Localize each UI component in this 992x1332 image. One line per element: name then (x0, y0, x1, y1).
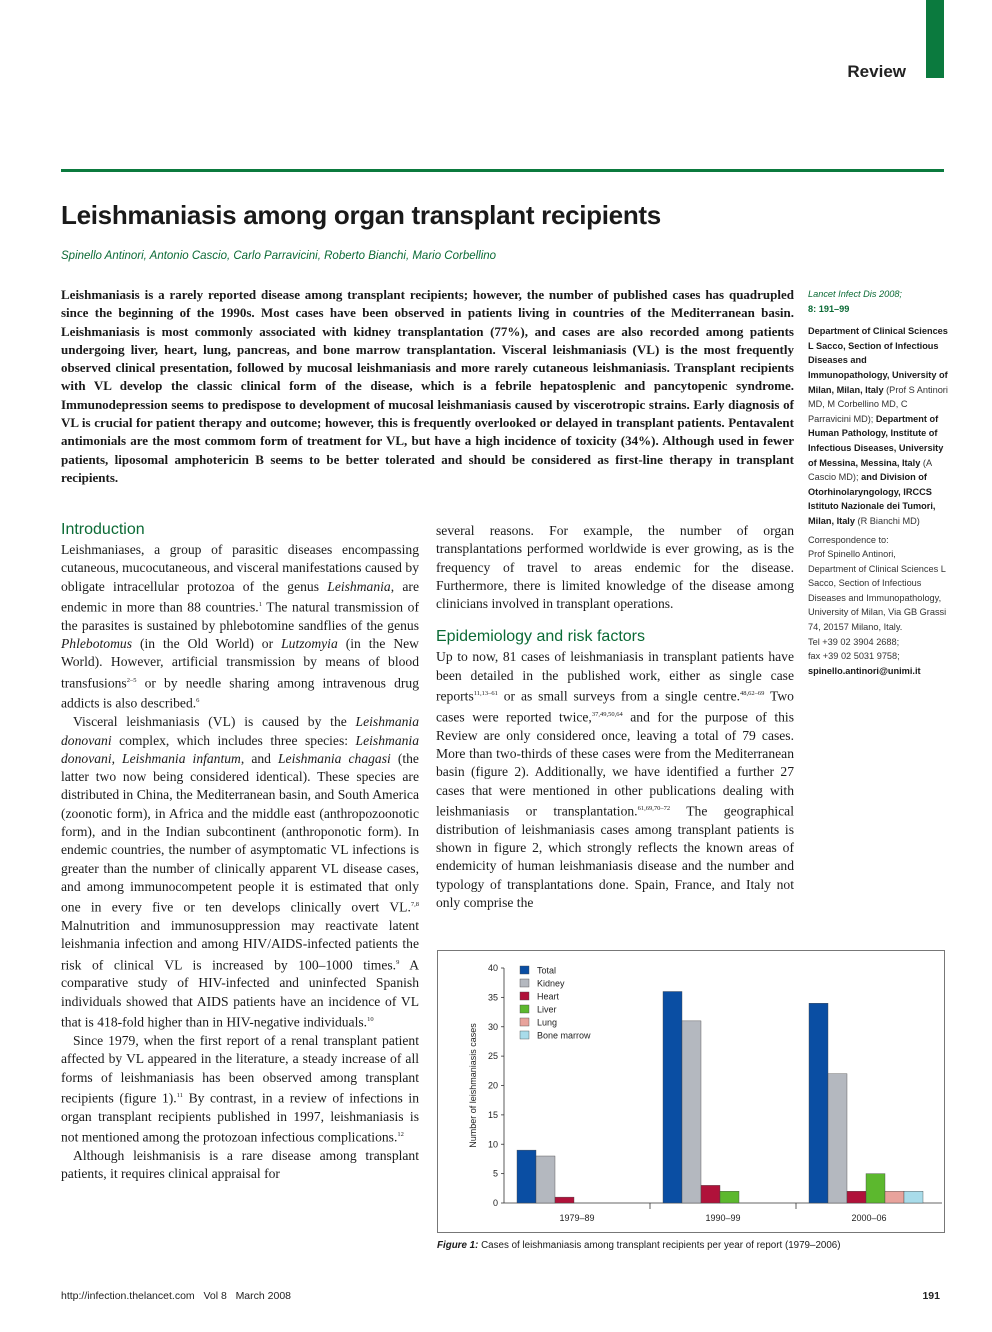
correspondence-tel: Tel +39 02 3904 2688; (808, 636, 900, 647)
y-tick-label: 5 (492, 1168, 498, 1179)
legend-swatch (520, 979, 529, 987)
intro-paragraph-3: Since 1979, when the first report of a renal transplant patient affected by VL appeared in the literature, a steady increase of all forms of leishmaniasis has been observed among transplant recipients (figure 1).$^{11}$ By contrast, in a review of infections in organ transplant recipients published in 1997, leishmaniasis is not mentioned among the protozoan infectious complications.$^{12}$ (61, 1032, 419, 1145)
affiliation-3-people: (R Bianchi MD) (854, 515, 920, 526)
left-column (61, 520, 419, 1183)
bar-kidney (682, 1021, 701, 1203)
correspondence-fax: fax +39 02 5031 9758; (808, 651, 900, 662)
bar-total (663, 992, 682, 1204)
correspondence-address: Department of Clinical Sciences L Sacco, Section of Infectious Diseases and Immunopathology, University of Milan, Via GB Grassi 74, 20157 Milano, Italy. (808, 563, 947, 633)
abstract: Leishmaniasis is a rarely reported disease among transplant recipients; however, the number of published cases has quadrupled since the beginning of the 1990s. Most cases have been observed in patients living in countries of the Mediterranean basin. Leishmaniasis is most commonly associated with kidney transplantation (77%), and cases are also recorded among patients undergoing liver, heart, lung, pancreas, and bone marrow transplantation. Visceral leishmaniasis (VL) is the most frequently observed clinical presentation, followed by mucosal leishmaniasis and more rarely cutaneous leishmaniasis. Transplant recipients with VL develop the classic clinical form of the disease, which is a febrile hepatosplenic and pancytopenic syndrome. Immunodepression seems to predispose to development of mucosal leishmaniasis caused by viscerotropic strains. Early diagnosis of VL is crucial for patient therapy and outcome; however, this is frequently overlooked or delayed in transplant patients. Pentavalent antimonials are the most commom form of treatment for VL, but have a high incidence of toxicity (34%). Although used in fewer patients, liposomal amphotericin B seems to be better tolerated and should be considered as first-line therapy in transplant recipients. (61, 287, 794, 485)
footer-left (61, 1290, 291, 1302)
y-tick-label: 0 (492, 1198, 498, 1208)
bar-bone-marrow (904, 1191, 923, 1203)
footer-url[interactable]: http://infection.thelancet.com (61, 1290, 195, 1302)
legend-swatch (520, 966, 529, 974)
y-tick-label: 10 (487, 1139, 498, 1150)
affiliation-2: Department of Human Pathology, Institute of Infectious Diseases, University of Messina, Messina, Italy (808, 413, 944, 468)
y-tick-label: 40 (487, 963, 498, 973)
intro-paragraph-4: Although leishmanisis is a rare disease among transplant patients, it requires clinical appraisal for (61, 1147, 419, 1182)
figure-1-chart (438, 951, 944, 1232)
citation (808, 287, 948, 316)
citation-year: 2008; (876, 289, 902, 299)
y-tick-label: 20 (487, 1080, 498, 1091)
section-label: Review (847, 62, 906, 81)
bar-lung (885, 1191, 904, 1203)
legend-swatch (520, 1005, 529, 1013)
legend-label: Liver (537, 1004, 557, 1015)
legend-label: Total (537, 965, 557, 976)
affiliation-3: Division of Otorhinolaryngology, IRCCS Istituto Nazionale dei Tumori, Milan, Italy (808, 472, 936, 526)
y-tick-label: 25 (487, 1051, 498, 1062)
legend-label: Lung (537, 1017, 558, 1028)
footer-date: March 2008 (235, 1290, 292, 1302)
affiliation-and: and (858, 472, 878, 483)
section-color-tab (926, 0, 944, 78)
correspondence-name: Prof Spinello Antinori, (808, 549, 896, 560)
correspondence-label: Correspondence to: (808, 534, 889, 545)
legend-label: Heart (537, 991, 560, 1002)
y-tick-label: 35 (487, 992, 498, 1003)
intro-paragraph-2: Visceral leishmaniasis (VL) is caused by the Leishmania donovani complex, which includes three species: Leishmania donovani, Leishmania infantum, and Leishmania chagasi (the latter two now being considered identical). These species are distributed in China, the Mediterranean basin, and South America (zoonotic form), in Africa and the middle east (anthropozoonotic form), and in the Indian subcontinent (anthroponotic form). In endemic countries, the number of asymptomatic VL infections is greater than the number of clinically apparent VL disease cases, and among immunocompetent people it is estimated that only one in every five or ten develops clinically overt VL.$^{7,8}$ Malnutrition and immunosuppression may reactivate latent leishmania infection and among HIV/AIDS-infected patients the risk of clinical VL is increased by 100–1000 times.$^9$ A comparative study of HIV-infected and uninfected Spanish individuals showed that AIDS patients have an incidence of VL that is 418-fold higher than in HIV-negative individuals.$^{10}$ (61, 714, 420, 1030)
figure-1-text: Cases of leishmaniasis among transplant recipients per year of report (1979–2006) (478, 1240, 841, 1251)
figure-1-caption (437, 1240, 841, 1251)
x-category-label: 1990–99 (705, 1213, 741, 1223)
figure-1-label: Figure 1: (437, 1240, 479, 1251)
citation-journal: Lancet Infect Dis (808, 289, 877, 299)
legend-label: Kidney (537, 978, 565, 989)
bar-liver (866, 1174, 885, 1203)
legend-swatch (520, 992, 529, 1000)
correspondence-email[interactable]: spinello.antinori@unimi.it (808, 665, 921, 676)
correspondence (808, 533, 948, 679)
bar-heart (847, 1191, 866, 1203)
intro-paragraph-1: Leishmaniases, a group of parasitic diseases encompassing cutaneous, mucocutaneous, and visceral manifestations caused by obligate intracellular protozoa of the genus Leishmania, are endemic in more than 88 countries.$^1$ The natural transmission of the parasites is sustained by phlebotomine sandflies of the genus Phlebotomus (in the Old World) or Lutzomyia (in the New World). However, artificial transmission by means of blood transfusions$^{2-5}$ or by needle sharing among intravenous drug addicts is also described.$^6$ (61, 542, 420, 711)
sidebar (808, 287, 948, 678)
legend-swatch (520, 1018, 529, 1026)
epidemiology-paragraph: Up to now, 81 cases of leishmaniasis in transplant patients have been detailed in the published work, either as single case reports$^{11,13-61}$ or as small surveys from a single centre.$^{48,62-69}$ Two cases were reported twice,$^{37,49,50,64}$ and for the purpose of this Review are only considered once, leaving a total of 79 cases. More than two-thirds of these cases were from the Mediterranean basin (figure 2). Additionally, we have identified a further 27 cases that were mentioned in other publications dealing with leishmaniasis or transplantation.$^{61,69,70-72}$ The geographical distribution of leishmaniasis cases among transplant patients is shown in figure 2, which strongly reflects the known areas of endemicity of human leishmaniasis disease and the number and typology of transplantations done. Spain, France, and Italy not only comprise the (436, 649, 794, 910)
affiliations (808, 324, 948, 528)
bar-liver (720, 1191, 739, 1203)
citation-pages: 8: 191–99 (808, 303, 850, 314)
page-number: 191 (922, 1290, 940, 1302)
y-tick-label: 15 (487, 1109, 498, 1120)
footer-volume: Vol 8 (203, 1290, 227, 1302)
x-category-label: 2000–06 (851, 1213, 887, 1223)
intro-continuation: several reasons. For example, the number of organ transplantations performed worldwide is ever growing, as is the frequency of travel to areas endemic for the disease. Furthermore, there is limited knowledge of the disease among clinicians involved in transplant operations. (436, 523, 794, 612)
affiliation-1: Department of Clinical Sciences L Sacco, Section of Infectious Diseases and Immunopathology, University of Milan, Milan, Italy (808, 326, 948, 395)
introduction-heading: Introduction (61, 521, 145, 538)
bar-total (809, 1003, 828, 1203)
bar-total (517, 1150, 536, 1203)
y-axis-label: Number of leishmaniasis cases (468, 1023, 478, 1148)
y-tick-label: 30 (487, 1021, 498, 1032)
x-category-label: 1979–89 (559, 1213, 595, 1223)
bar-heart (555, 1197, 574, 1203)
header-rule (61, 169, 944, 172)
bar-heart (701, 1185, 720, 1203)
legend-label: Bone marrow (537, 1030, 591, 1041)
figure-1-box (437, 950, 945, 1233)
epidemiology-heading: Epidemiology and risk factors (436, 628, 645, 646)
article-title: Leishmaniasis among organ transplant recipients (61, 200, 661, 230)
right-column (436, 522, 794, 912)
bar-kidney (828, 1074, 847, 1203)
legend-swatch (520, 1031, 529, 1039)
affiliation-1-people: (Prof S Antinori MD, M Corbellino MD, C Parravicini MD); (808, 384, 948, 424)
author-list: Spinello Antinori, Antonio Cascio, Carlo Parravicini, Roberto Bianchi, Mario Corbellino (61, 250, 497, 262)
affiliation-2-people: (A Cascio MD); (808, 457, 932, 483)
bar-kidney (536, 1156, 555, 1203)
